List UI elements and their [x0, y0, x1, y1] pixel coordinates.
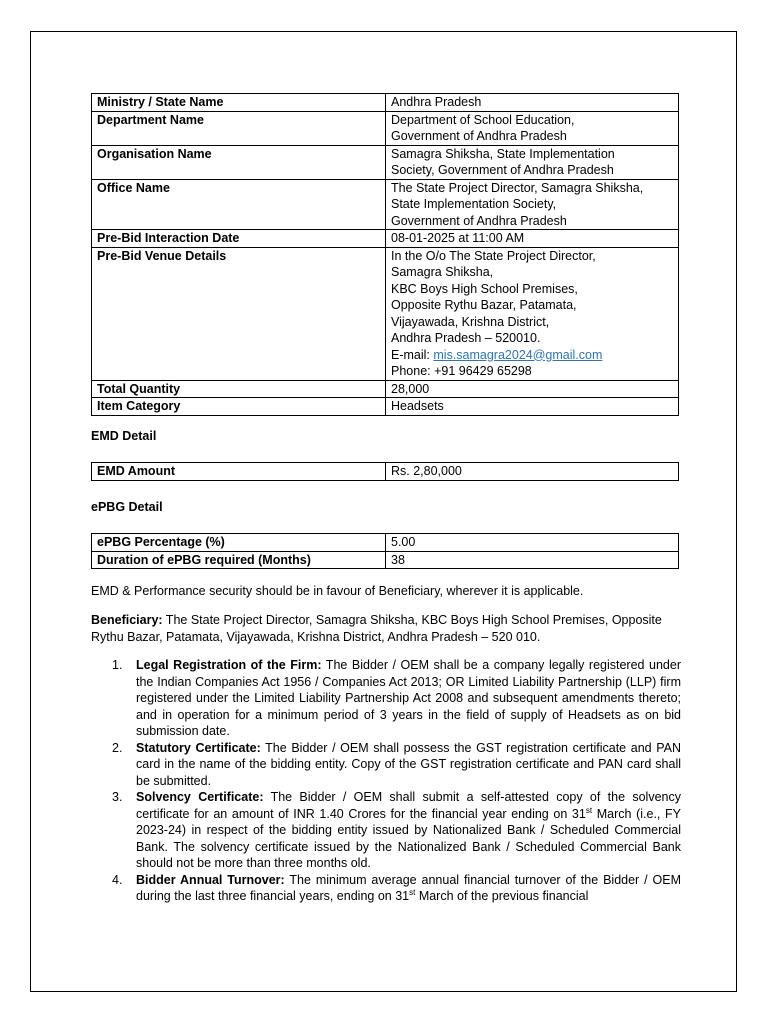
row-value: In the O/o The State Project Director, Samagra Shiksha, KBC Boys High School Premises, Opposite Rythu Bazar, Patamata, Vijayawada, Krishna District, Andhra Pradesh – 520010. E-mail: mis.samagra2024@gmail.com Phone: +91 96429 65298 — [386, 247, 679, 380]
table-row — [92, 179, 679, 230]
epbg-table — [91, 533, 679, 569]
emd-heading: EMD Detail — [91, 429, 157, 443]
row-value: 5.00 — [386, 534, 679, 552]
list-item: 4. Bidder Annual Turnover: The minimum average annual financial turnover of the Bidder / OEM during the last three financial years, ending on 31st March of the previous financial — [112, 872, 681, 903]
table-row — [92, 111, 679, 145]
row-value: The State Project Director, Samagra Shiksha, State Implementation Society, Government of Andhra Pradesh — [386, 179, 679, 230]
email-link[interactable]: mis.samagra2024@gmail.com — [433, 347, 603, 362]
row-label: Department Name — [92, 111, 386, 145]
row-value: Andhra Pradesh — [386, 94, 679, 112]
eligibility-criteria-list — [91, 657, 681, 905]
row-label: Ministry / State Name — [92, 94, 386, 112]
row-value: 38 — [386, 551, 679, 569]
table-row — [92, 230, 679, 248]
list-item: 1. Legal Registration of the Firm: The Bidder / OEM shall be a company legally registered under the Indian Companies Act 1956 / Companies Act 2013; OR Limited Liability Partnership (LLP) firm registered under the Limited Liability Partnership Act 2008 and subsequent amendments thereto; and in operation for a minimum period of 3 years in the field of supply of Headsets as on bid submission date. — [112, 658, 682, 738]
beneficiary-label: Beneficiary: — [91, 613, 163, 627]
row-label: EMD Amount — [92, 463, 386, 481]
list-item: 2. Statutory Certificate: The Bidder / OEM shall possess the GST registration certificate and PAN card in the name of the bidding entity. Copy of the GST registration certificate and PAN card shall be submitted. — [112, 740, 681, 788]
security-note: EMD & Performance security should be in favour of Beneficiary, wherever it is applicable. — [91, 584, 584, 598]
table-row — [92, 534, 679, 552]
row-label: Item Category — [92, 398, 386, 416]
table-row — [92, 551, 679, 569]
table-row — [92, 463, 679, 481]
table-row — [92, 247, 679, 380]
row-label: Office Name — [92, 179, 386, 230]
epbg-heading: ePBG Detail — [91, 500, 163, 514]
table-row — [92, 380, 679, 398]
row-label: ePBG Percentage (%) — [92, 534, 386, 552]
tender-details-table — [91, 93, 679, 416]
row-value: 28,000 — [386, 380, 679, 398]
table-row — [92, 145, 679, 179]
table-row — [92, 94, 679, 112]
row-label: Pre-Bid Interaction Date — [92, 230, 386, 248]
row-value: Headsets — [386, 398, 679, 416]
beneficiary-text: The State Project Director, Samagra Shiksha, KBC Boys High School Premises, Opposite Rythu Bazar, Patamata, Vijayawada, Krishna District, Andhra Pradesh – 520 010. — [91, 613, 662, 644]
row-value: Department of School Education, Government of Andhra Pradesh — [386, 111, 679, 145]
row-value: Rs. 2,80,000 — [386, 463, 679, 481]
row-value: 08-01-2025 at 11:00 AM — [386, 230, 679, 248]
row-label: Pre-Bid Venue Details — [92, 247, 386, 380]
beneficiary-paragraph — [91, 612, 681, 645]
row-label: Total Quantity — [92, 380, 386, 398]
row-label: Organisation Name — [92, 145, 386, 179]
emd-table — [91, 462, 679, 481]
table-row — [92, 398, 679, 416]
row-value: Samagra Shiksha, State Implementation Society, Government of Andhra Pradesh — [386, 145, 679, 179]
row-label: Duration of ePBG required (Months) — [92, 551, 386, 569]
list-item: 3. Solvency Certificate: The Bidder / OEM shall submit a self-attested copy of the solvency certificate for an amount of INR 1.40 Crores for the financial year ending on 31st March (i.e., FY 2023-24) in respect of the bidding entity issued by Nationalized Bank / Scheduled Commercial Bank. The solvency certificate issued by the Nationalized Bank / Scheduled Commercial Bank should not be more than three months old. — [112, 790, 681, 870]
